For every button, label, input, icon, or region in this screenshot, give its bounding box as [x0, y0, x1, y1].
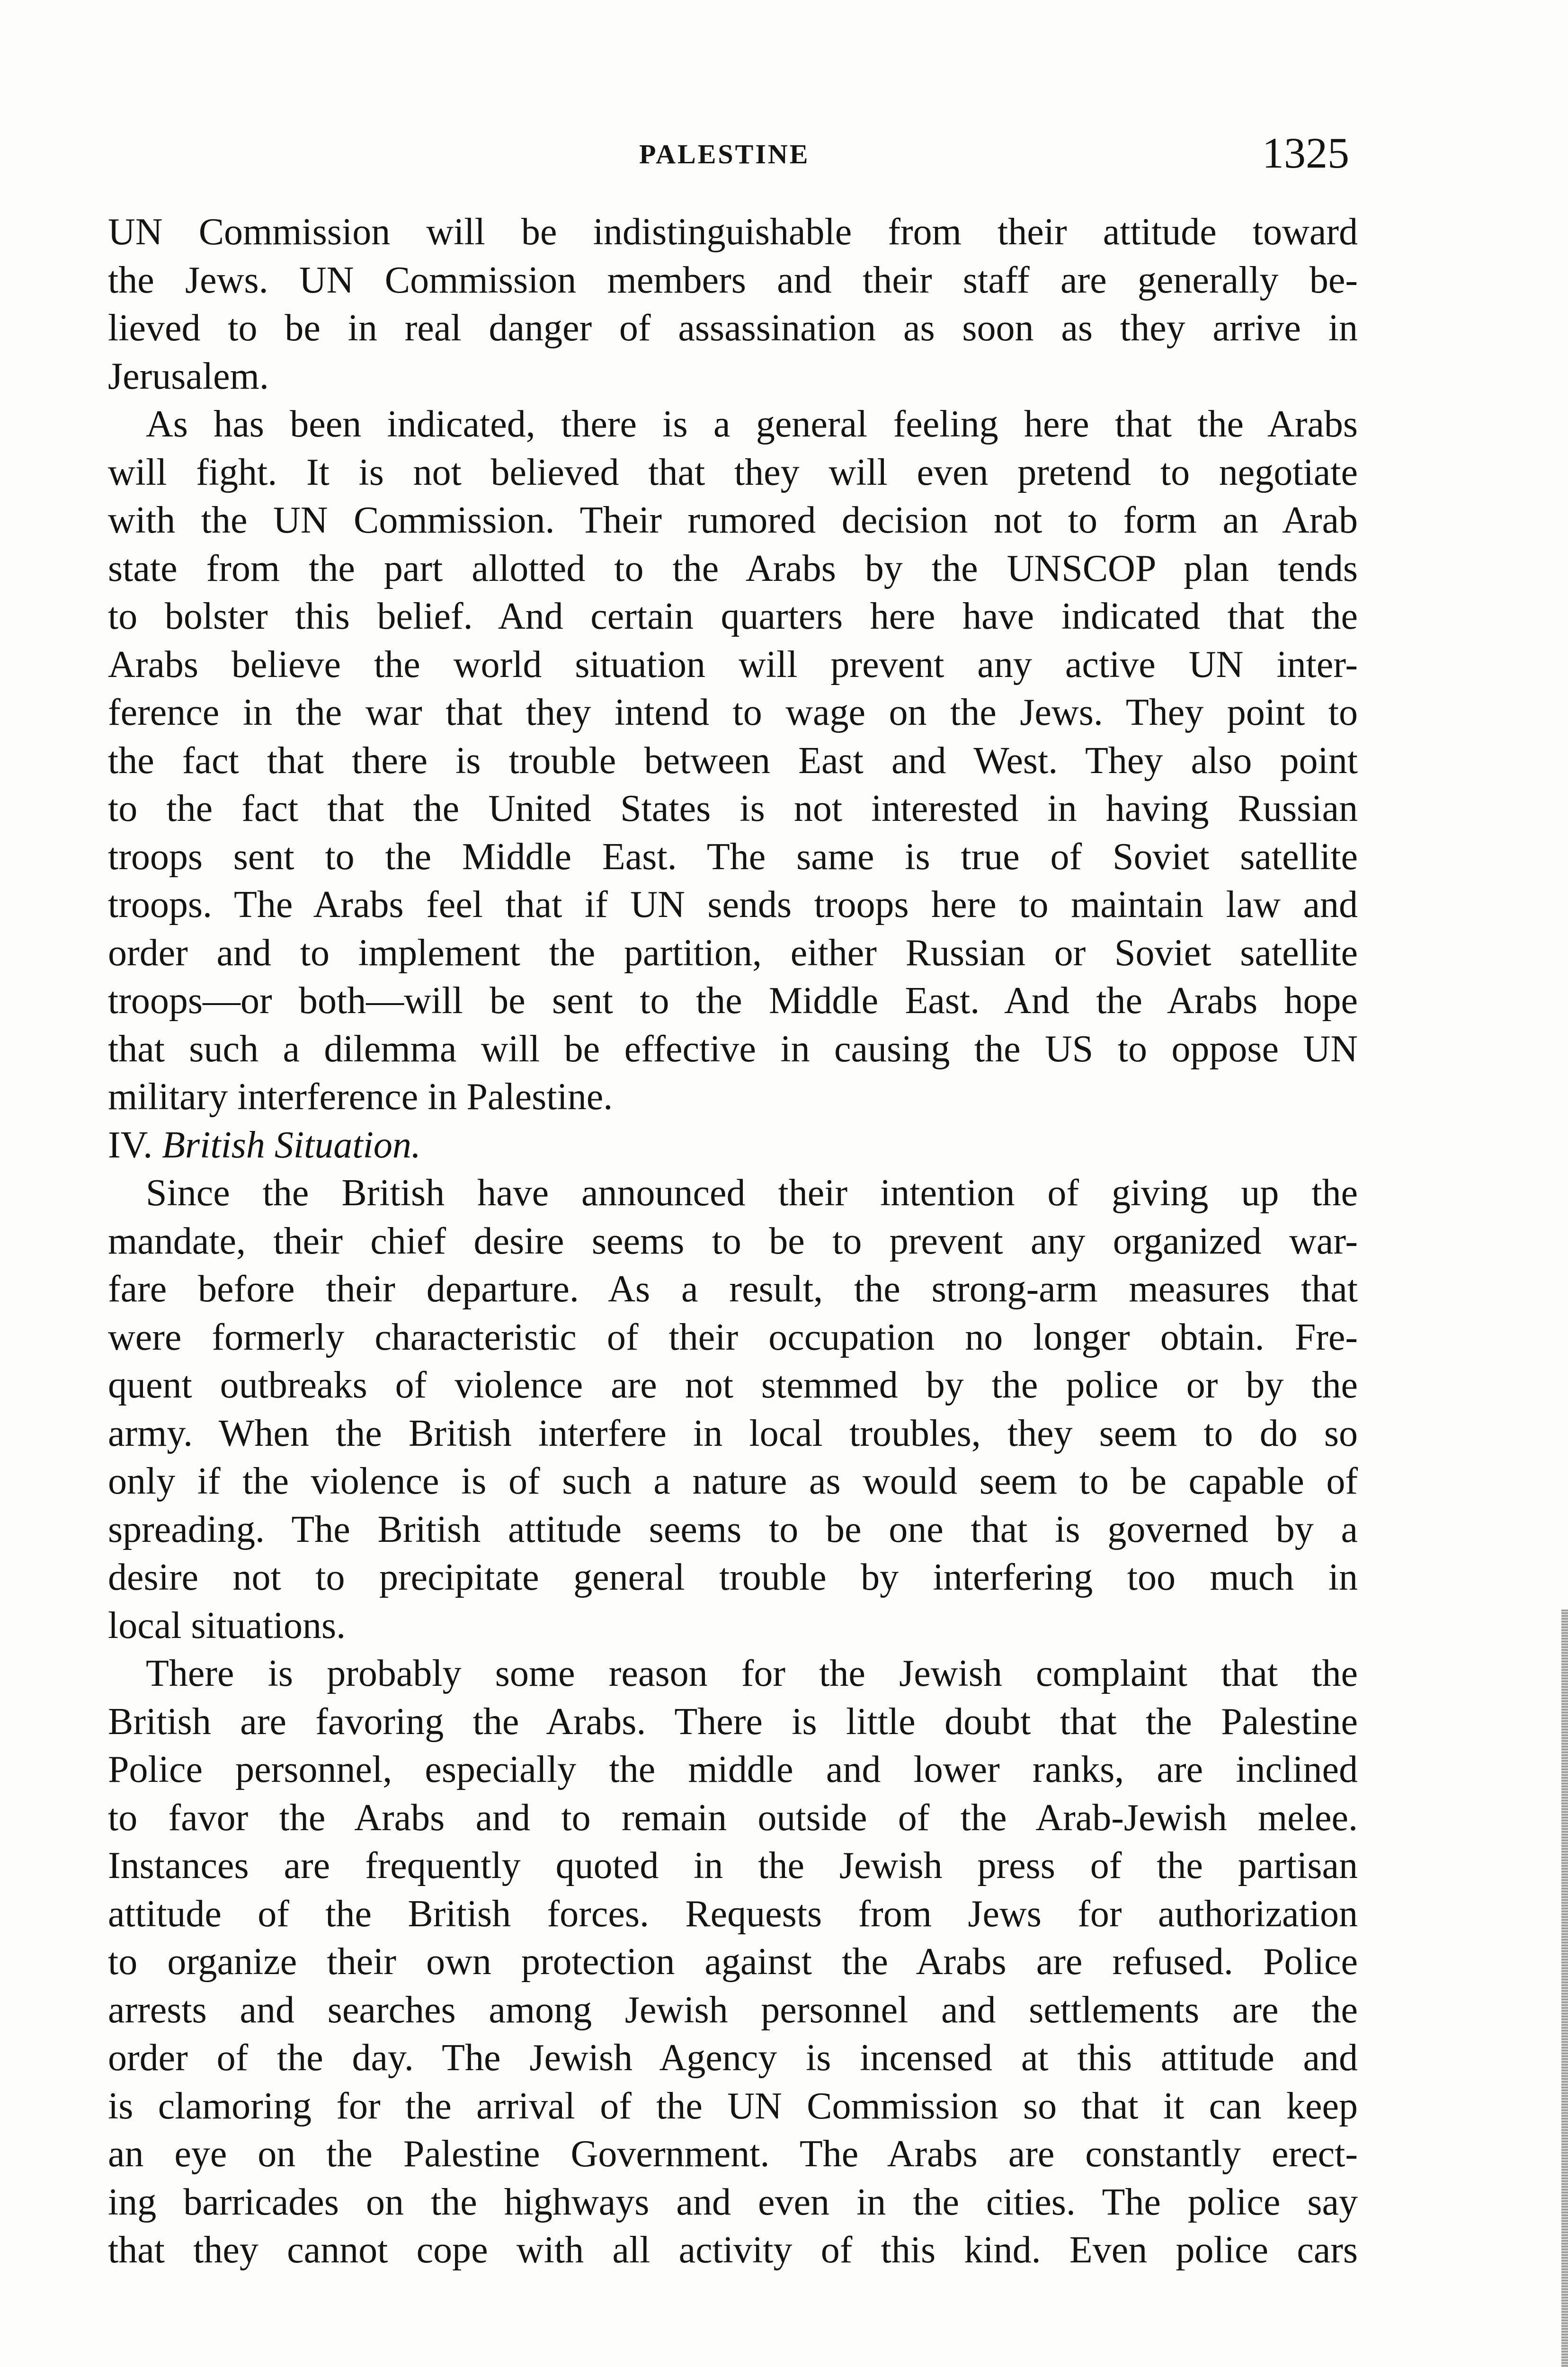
- text-line: troops. The Arabs feel that if UN sends troops here to maintain law and: [108, 884, 1358, 925]
- text-line: troops—or both—will be sent to the Middle East. And the Arabs hope: [108, 980, 1358, 1022]
- text-line: to bolster this belief. And certain quarters here have indicated that the: [108, 596, 1358, 637]
- section-number: IV.: [108, 1124, 153, 1166]
- text-line: only if the violence is of such a nature as would seem to be capable of: [108, 1460, 1358, 1502]
- text-line: army. When the British interfere in local troubles, they seem to do so: [108, 1412, 1358, 1454]
- text-line: an eye on the Palestine Government. The Arabs are constantly erect-: [108, 2133, 1358, 2175]
- text-line: military interference in Palestine.: [108, 1076, 613, 1118]
- text-line: ing barricades on the highways and even in the cities. The police say: [108, 2181, 1358, 2223]
- text-line: order of the day. The Jewish Agency is incensed at this attitude and: [108, 2037, 1358, 2079]
- section-heading: [108, 1121, 1358, 1170]
- text-line: were formerly characteristic of their occupation no longer obtain. Fre-: [108, 1316, 1358, 1358]
- page-edge-shadow: [1561, 1610, 1568, 2367]
- text-line: ference in the war that they intend to wage on the Jews. They point to: [108, 692, 1358, 733]
- text-line: the fact that there is trouble between East and West. They also point: [108, 739, 1358, 782]
- text-line: Instances are frequently quoted in the Jewish press of the partisan: [108, 1845, 1358, 1886]
- text-line: Arabs believe the world situation will prevent any active UN inter-: [108, 643, 1358, 685]
- text-line: with the UN Commission. Their rumored decision not to form an Arab: [108, 499, 1358, 541]
- text-line: UN Commission will be indistinguishable from their attitude toward: [108, 211, 1358, 253]
- text-line: the Jews. UN Commission members and their staff are generally be-: [108, 259, 1358, 301]
- text-line: attitude of the British forces. Requests from Jews for authorization: [108, 1893, 1358, 1935]
- section-title: British Situation.: [162, 1124, 421, 1166]
- text-line: quent outbreaks of violence are not stemmed by the police or by the: [108, 1364, 1358, 1406]
- text-line: troops sent to the Middle East. The same is true of Soviet satellite: [108, 836, 1358, 878]
- text-line: Police personnel, especially the middle and lower ranks, are inclined: [108, 1749, 1358, 1790]
- text-line: will fight. It is not believed that they will even pretend to negotiate: [108, 451, 1358, 493]
- text-line: that such a dilemma will be effective in causing the US to oppose UN: [108, 1028, 1358, 1070]
- text-line: fare before their departure. As a result, the strong-arm measures that: [108, 1268, 1358, 1310]
- text-line: mandate, their chief desire seems to be to prevent any organized war-: [108, 1220, 1358, 1262]
- text-line: state from the part allotted to the Arabs by the UNSCOP plan tends: [108, 547, 1358, 589]
- text-line: spreading. The British attitude seems to be one that is governed by a: [108, 1508, 1358, 1550]
- text-line: Since the British have announced their intention of giving up the: [146, 1172, 1358, 1214]
- text-line: that they cannot cope with all activity of this kind. Even police cars: [108, 2229, 1358, 2271]
- running-head: [0, 128, 1568, 185]
- text-line: lieved to be in real danger of assassination as soon as they arrive in: [108, 307, 1358, 349]
- text-line: is clamoring for the arrival of the UN Commission so that it can keep: [108, 2085, 1358, 2127]
- text-line: to the fact that the United States is not interested in having Russian: [108, 788, 1358, 829]
- text-line: There is probably some reason for the Jewish complaint that the: [146, 1653, 1358, 1694]
- text-line: As has been indicated, there is a general feeling here that the Arabs: [146, 403, 1358, 445]
- text-line: to organize their own protection against the Arabs are refused. Police: [108, 1941, 1358, 1983]
- text-line: arrests and searches among Jewish personnel and settlements are the: [108, 1989, 1358, 2031]
- text-line: order and to implement the partition, either Russian or Soviet satellite: [108, 932, 1358, 974]
- body-text: [108, 208, 1358, 2275]
- running-title: PALESTINE: [639, 139, 810, 169]
- text-line: local situations.: [108, 1604, 346, 1646]
- text-line: desire not to precipitate general trouble by interfering too much in: [108, 1557, 1358, 1598]
- text-line: British are favoring the Arabs. There is little doubt that the Palestine: [108, 1700, 1358, 1743]
- text-line: Jerusalem.: [108, 355, 269, 397]
- text-line: to favor the Arabs and to remain outside of the Arab-Jewish melee.: [108, 1797, 1358, 1839]
- page-number: 1325: [1262, 129, 1349, 177]
